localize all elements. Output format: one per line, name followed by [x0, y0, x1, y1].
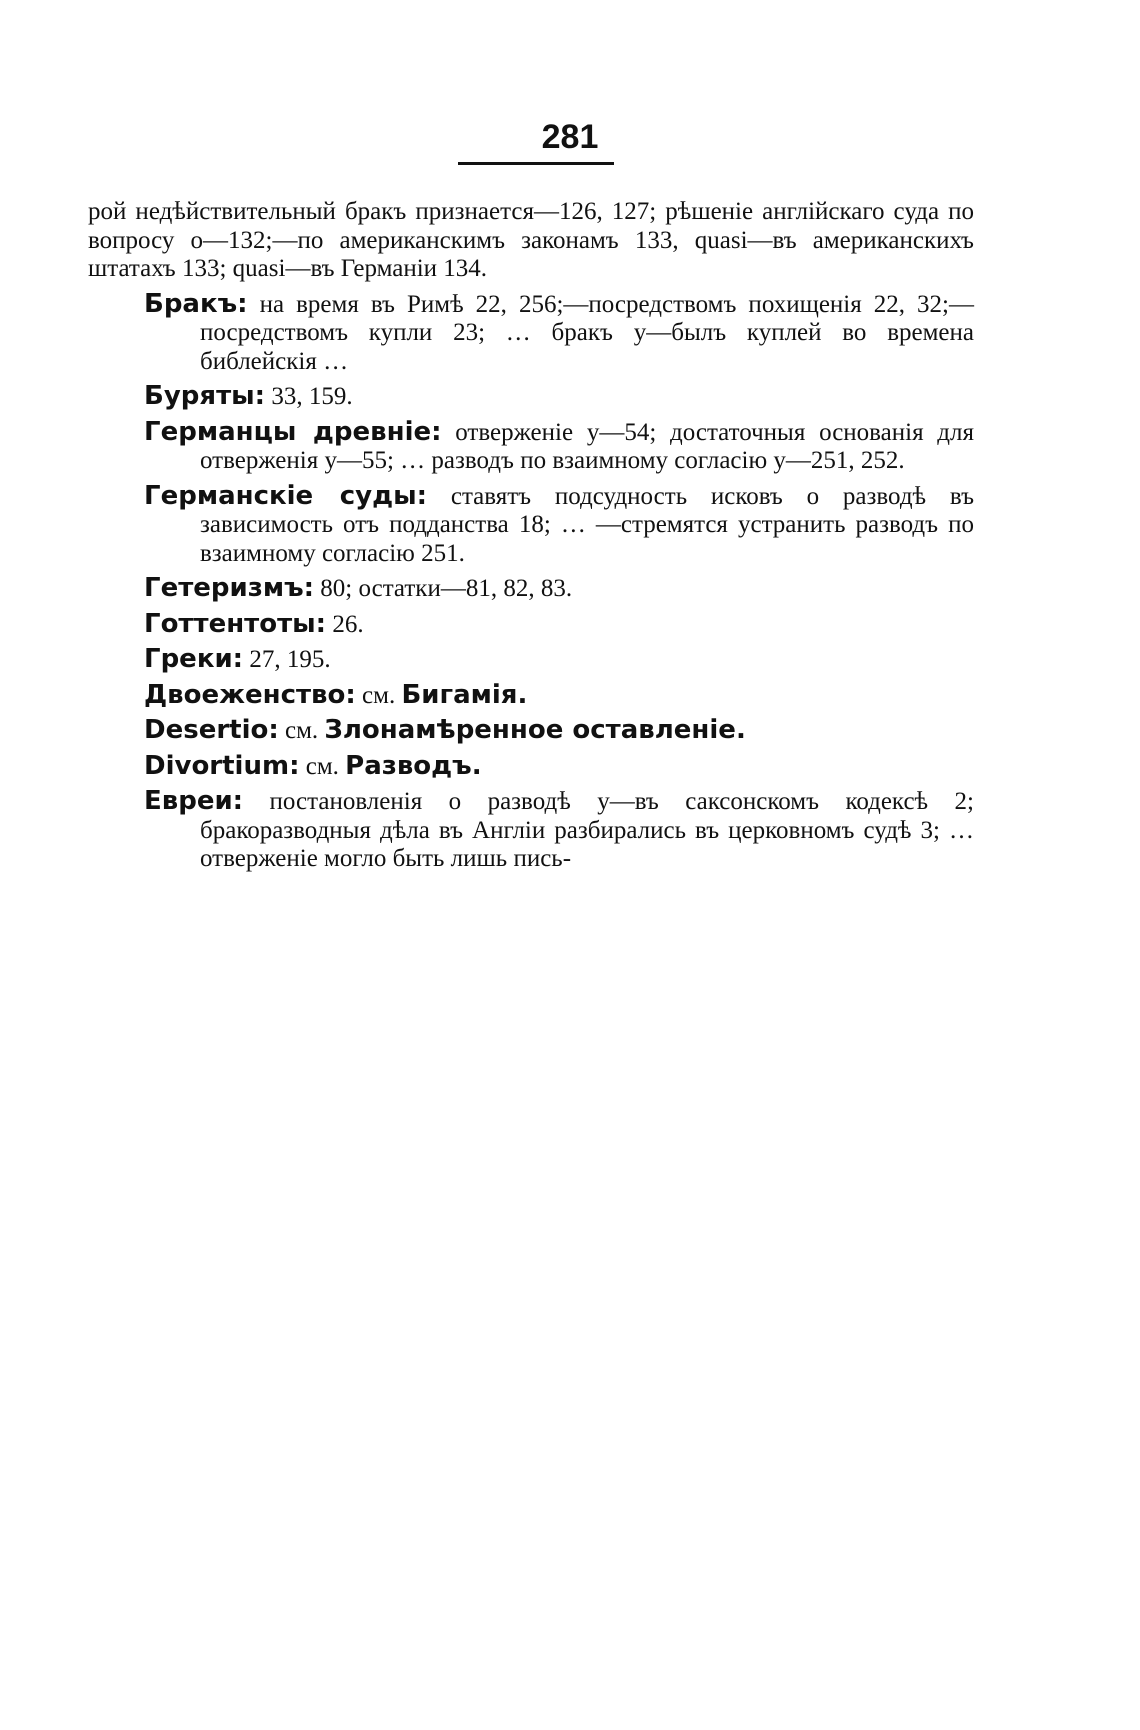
index-entry	[144, 752, 974, 782]
entry-text: см.	[362, 681, 396, 709]
see-reference: Бигамія.	[401, 679, 528, 710]
entry-text: см.	[285, 717, 319, 744]
index-entry	[144, 290, 974, 377]
index-entry	[144, 574, 974, 604]
see-reference: Разводъ.	[345, 750, 482, 781]
index-entry	[144, 418, 974, 476]
entry-text: 33, 159.	[271, 383, 353, 410]
index-entry	[144, 681, 974, 711]
page-number-rule	[458, 162, 614, 165]
entry-text: 26.	[332, 610, 364, 638]
entry-text: 27, 195.	[249, 646, 331, 673]
entry-headword: Divortium:	[144, 750, 300, 781]
entry-headword: Гетеризмъ:	[144, 573, 315, 603]
index-entry	[144, 645, 974, 675]
entry-text: на время въ Римѣ 22, 256;—посредствомъ похищенія 22, 32;—посредствомъ купли 23; … бракъ у—былъ куплей во времена библейскія …	[200, 290, 974, 375]
entry-headword: Германскіе суды:	[144, 480, 428, 511]
index-body	[88, 198, 974, 880]
entry-text: отверженіе у—54; достаточныя основанія для отверженія у—55; … разводъ по взаимному согласію у—251, 252.	[200, 418, 975, 474]
entry-headword: Греки:	[144, 644, 244, 674]
index-entry	[144, 482, 974, 569]
entry-text: рой недѣйствительный бракъ признается—126, 127; рѣшеніе англійскаго суда по вопросу о—132;—по американскимъ законамъ 133, quasi—въ американскихъ штатахъ 133; quasi—въ Германіи 134.	[88, 198, 974, 282]
entry-headword: Германцы древніе:	[144, 416, 442, 447]
index-entry	[88, 198, 974, 284]
entry-text: постановленія о разводѣ у—въ саксонскомъ кодексѣ 2; бракоразводныя дѣла въ Англіи разбирались въ церковномъ судѣ 3; … отверженіе могло быть лишь пись-	[200, 788, 974, 872]
page-number: 281	[541, 118, 599, 156]
index-entry	[144, 610, 974, 640]
entry-headword: Двоеженство:	[144, 679, 356, 710]
index-entry	[144, 382, 974, 412]
entry-headword: Евреи:	[144, 786, 244, 816]
entry-headword: Буряты:	[144, 381, 266, 411]
entry-text: 80; остатки—81, 82, 83.	[320, 575, 573, 602]
see-reference: Злонамѣренное оставленіе.	[324, 715, 746, 745]
entry-headword: Бракъ:	[144, 288, 248, 319]
entry-headword: Готтентоты:	[144, 608, 327, 639]
index-entry	[144, 716, 974, 746]
entry-headword: Desertio:	[144, 715, 279, 745]
entry-text: ставятъ подсудность исковъ о разводѣ въ зависимость отъ подданства 18; … —стремятся устранить разводъ по взаимному согласію 251.	[200, 482, 975, 567]
index-entry	[144, 787, 974, 874]
entry-text: см.	[305, 752, 339, 780]
